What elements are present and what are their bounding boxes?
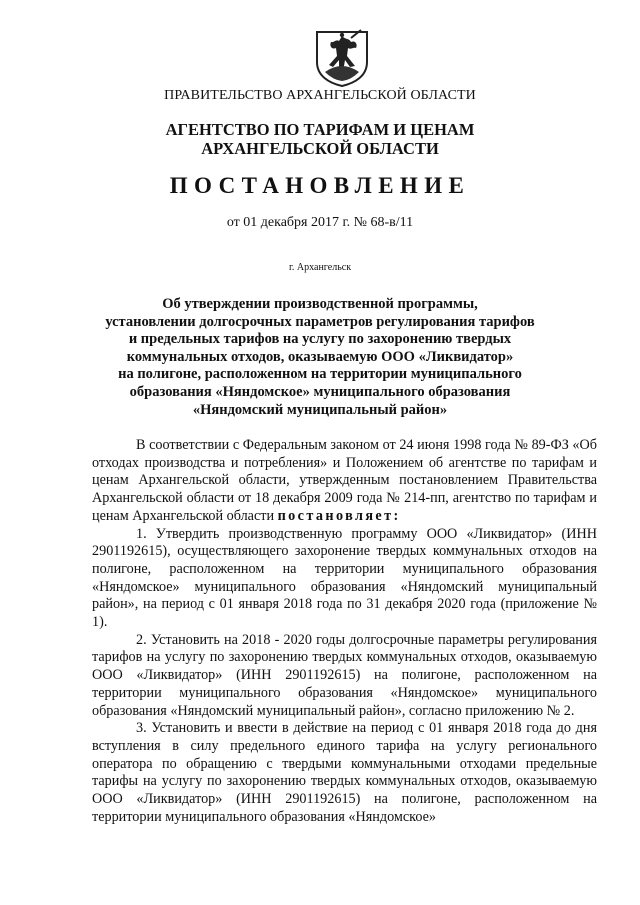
subject-line: на полигоне, расположенном на территории муниципального [118,366,522,383]
subject-line: образования «Няндомское» муниципального образования [129,383,511,400]
subject-line: установлении долгосрочных параметров регулирования тарифов [105,313,535,330]
document-city: г. Архангельск [288,262,352,273]
agency-name-line2: АРХАНГЕЛЬСКОЙ ОБЛАСТИ [201,139,439,158]
government-name: ПРАВИТЕЛЬСТВО АРХАНГЕЛЬСКОЙ ОБЛАСТИ [164,88,476,103]
item-2-paragraph: 2. Установить на 2018 - 2020 годы долгосрочные параметры регулирования тарифов на услугу по захоронению твердых коммунальных отходов, оказываемую ООО «Ликвидатор» (ИНН 2901192615) на полигоне, расположенном на территории муниципального образования «Няндомское» муниципального образования «Няндомский муниципальный район», согласно приложению № 2. [92,631,597,719]
document-body [92,437,597,826]
coat-of-arms-icon [311,26,373,88]
subject-line: коммунальных отходов, оказываемую ООО «Ликвидатор» [126,348,514,365]
subject-line: и предельных тарифов на услугу по захоронению твердых [128,331,512,348]
agency-name [0,120,640,158]
document-type-title: ПОСТАНОВЛЕНИЕ [169,173,471,198]
subject-line: Об утверждении производственной программы, [162,296,478,312]
intro-paragraph [92,437,597,526]
resolves-word: постановляет: [277,507,401,524]
document-date-number: от 01 декабря 2017 г. № 68-в/11 [226,215,414,230]
item-1-paragraph: 1. Утвердить производственную программу ООО «Ликвидатор» (ИНН 2901192615), осуществляющего захоронение твердых коммунальных отходов на полигоне, расположенном на территории муниципального образования «Няндомское» муниципального образования «Няндомский муниципальный район», на период с 01 января 2018 года по 31 декабря 2020 года (приложение № 1). [92,525,597,631]
subject-line: «Няндомский муниципальный район» [192,401,448,418]
intro-text: В соответствии с Федеральным законом от 24 июня 1998 года № 89-ФЗ «Об отходах производства и потребления» и Положением об агентстве по тарифам и ценам Архангельской области, утвержденным постановлением Правительства Архангельской области от 18 декабря 2009 года № 214-пп, агентство по тарифам и ценам Архангельской области [92,437,597,524]
document-subject [0,296,640,419]
item-3-paragraph: 3. Установить и ввести в действие на период с 01 января 2018 года до дня вступления в силу предельного единого тарифа на услугу регионального оператора по обращению с твердыми коммунальными отходами предельные тарифы на услугу по захоронению твердых коммунальных отходов, оказываемую ООО «Ликвидатор» (ИНН 2901192615) на полигоне, расположенном на территории муниципального образования «Няндомское» [92,720,597,825]
agency-name-line1: АГЕНТСТВО ПО ТАРИФАМ И ЦЕНАМ [165,120,475,139]
